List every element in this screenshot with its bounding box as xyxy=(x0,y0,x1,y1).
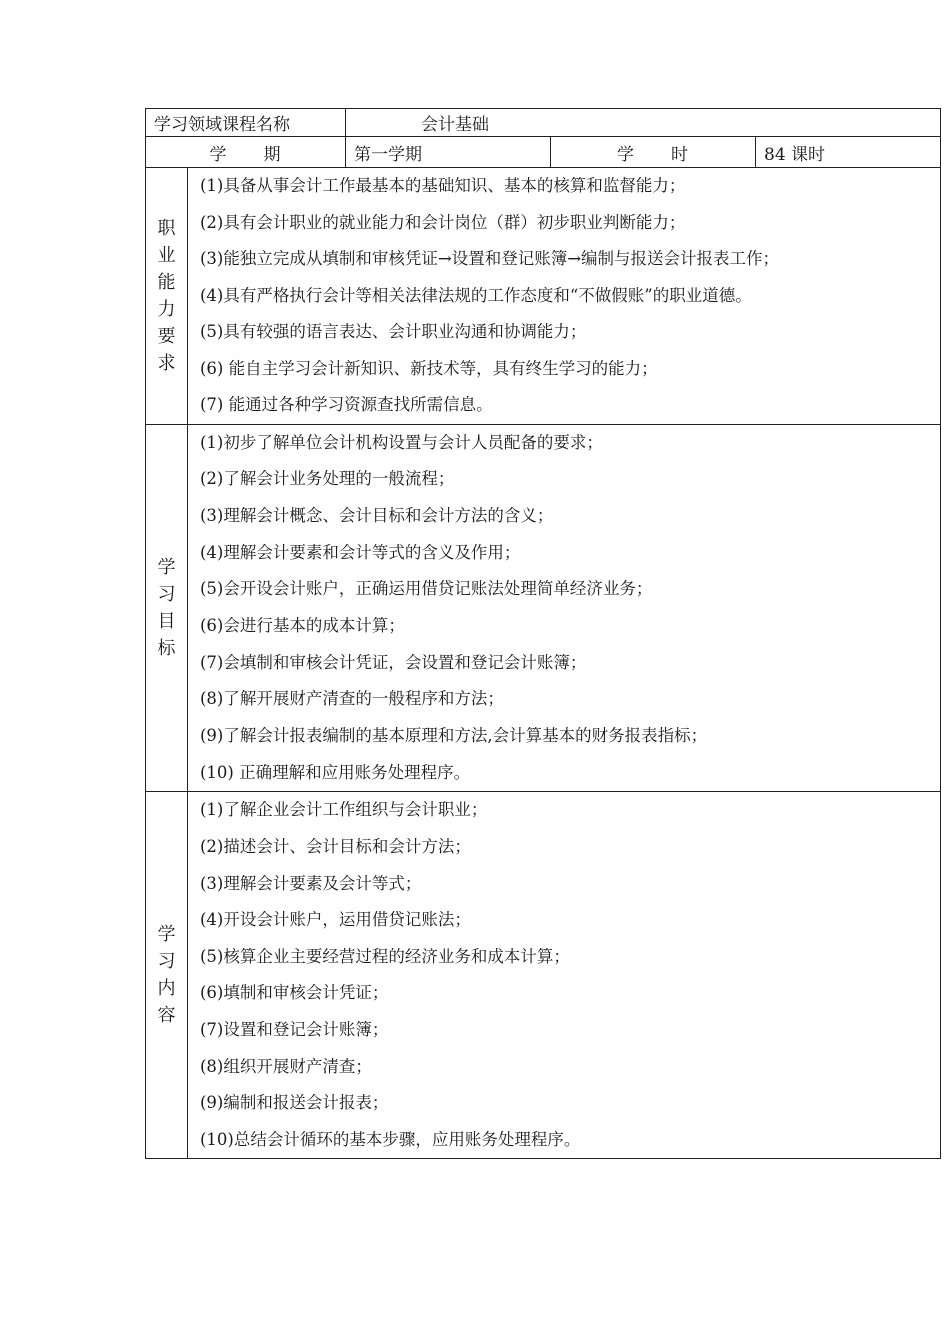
label-char: 职 xyxy=(157,217,176,239)
list-item: (9)了解会计报表编制的基本原理和方法,会计算基本的财务报表指标； xyxy=(200,726,708,745)
list-item: (6)填制和审核会计凭证； xyxy=(200,983,389,1003)
course-row xyxy=(146,109,941,137)
section-content xyxy=(146,792,941,1159)
list-item: (5)具有较强的语言表达、会计职业沟通和协调能力； xyxy=(200,322,587,341)
list-item: (9)编制和报送会计报表； xyxy=(200,1093,389,1113)
list-item: (6)会进行基本的成本计算； xyxy=(200,615,405,635)
course-table xyxy=(145,108,941,1159)
label-char: 业 xyxy=(157,244,176,266)
section-objectives xyxy=(146,424,941,792)
label-char: 力 xyxy=(157,298,176,320)
hours-label: 学 时 xyxy=(551,137,756,168)
list-item: (2)描述会计、会计目标和会计方法； xyxy=(200,836,471,856)
list-item: (8)了解开展财产清查的一般程序和方法； xyxy=(200,689,504,709)
label-char: 标 xyxy=(157,637,176,659)
term-value: 第一学期 xyxy=(346,137,551,168)
section-ability xyxy=(146,168,941,425)
list-item: (10) 正确理解和应用账务处理程序。 xyxy=(200,762,471,782)
section-ability-items xyxy=(188,168,941,425)
hours-value: 84 课时 xyxy=(756,137,941,168)
label-char: 求 xyxy=(157,352,176,374)
list-item: (1)具备从事会计工作最基本的基础知识、基本的核算和监督能力； xyxy=(200,176,686,195)
term-row xyxy=(146,137,941,168)
section-content-items xyxy=(188,792,941,1159)
list-item: (4)开设会计账户，运用借贷记账法； xyxy=(200,910,471,930)
list-item: (8)组织开展财产清查； xyxy=(200,1056,372,1076)
label-char: 目 xyxy=(157,610,176,632)
list-item: (4)具有严格执行会计等相关法律法规的工作态度和“不做假账”的职业道德。 xyxy=(200,285,752,305)
label-char: 学 xyxy=(157,924,176,946)
label-char: 要 xyxy=(157,325,176,347)
list-item: (5)核算企业主要经营过程的经济业务和成本计算； xyxy=(200,946,570,966)
list-item: (3)能独立完成从填制和审核凭证→设置和登记账簿→编制与报送会计报表工作； xyxy=(200,249,780,268)
label-char: 学 xyxy=(157,556,176,578)
list-item: (1)了解企业会计工作组织与会计职业； xyxy=(200,800,488,820)
list-item: (4)理解会计要素和会计等式的含义及作用； xyxy=(200,542,521,562)
term-label: 学 期 xyxy=(146,137,346,168)
label-char: 习 xyxy=(157,583,176,605)
list-item: (6) 能自主学习会计新知识、新技术等，具有终生学习的能力； xyxy=(200,358,658,378)
course-table-document xyxy=(145,108,940,1159)
list-item: (7) 能通过各种学习资源查找所需信息。 xyxy=(200,395,493,414)
list-item: (5)会开设会计账户，正确运用借贷记账法处理简单经济业务； xyxy=(200,579,653,599)
list-item: (2)具有会计职业的就业能力和会计岗位（群）初步职业判断能力； xyxy=(200,212,686,232)
list-item: (7)设置和登记会计账簿； xyxy=(200,1019,389,1039)
list-item: (3)理解会计要素及会计等式； xyxy=(200,873,422,893)
list-item: (2)了解会计业务处理的一般流程； xyxy=(200,469,455,489)
list-item: (3)理解会计概念、会计目标和会计方法的含义； xyxy=(200,505,554,525)
label-char: 容 xyxy=(157,1005,176,1027)
list-item: (7)会填制和审核会计凭证，会设置和登记会计账簿； xyxy=(200,652,587,672)
section-ability-label xyxy=(146,168,188,425)
list-item: (1)初步了解单位会计机构设置与会计人员配备的要求； xyxy=(200,432,603,452)
list-item: (10)总结会计循环的基本步骤，应用账务处理程序。 xyxy=(200,1129,581,1149)
section-content-label xyxy=(146,792,188,1159)
label-char: 习 xyxy=(157,951,176,973)
label-char: 能 xyxy=(157,271,176,293)
section-objectives-items xyxy=(188,424,941,792)
label-char: 内 xyxy=(157,978,176,1000)
course-value: 会计基础 xyxy=(346,109,941,137)
course-label: 学习领域课程名称 xyxy=(146,109,346,137)
section-objectives-label xyxy=(146,424,188,792)
